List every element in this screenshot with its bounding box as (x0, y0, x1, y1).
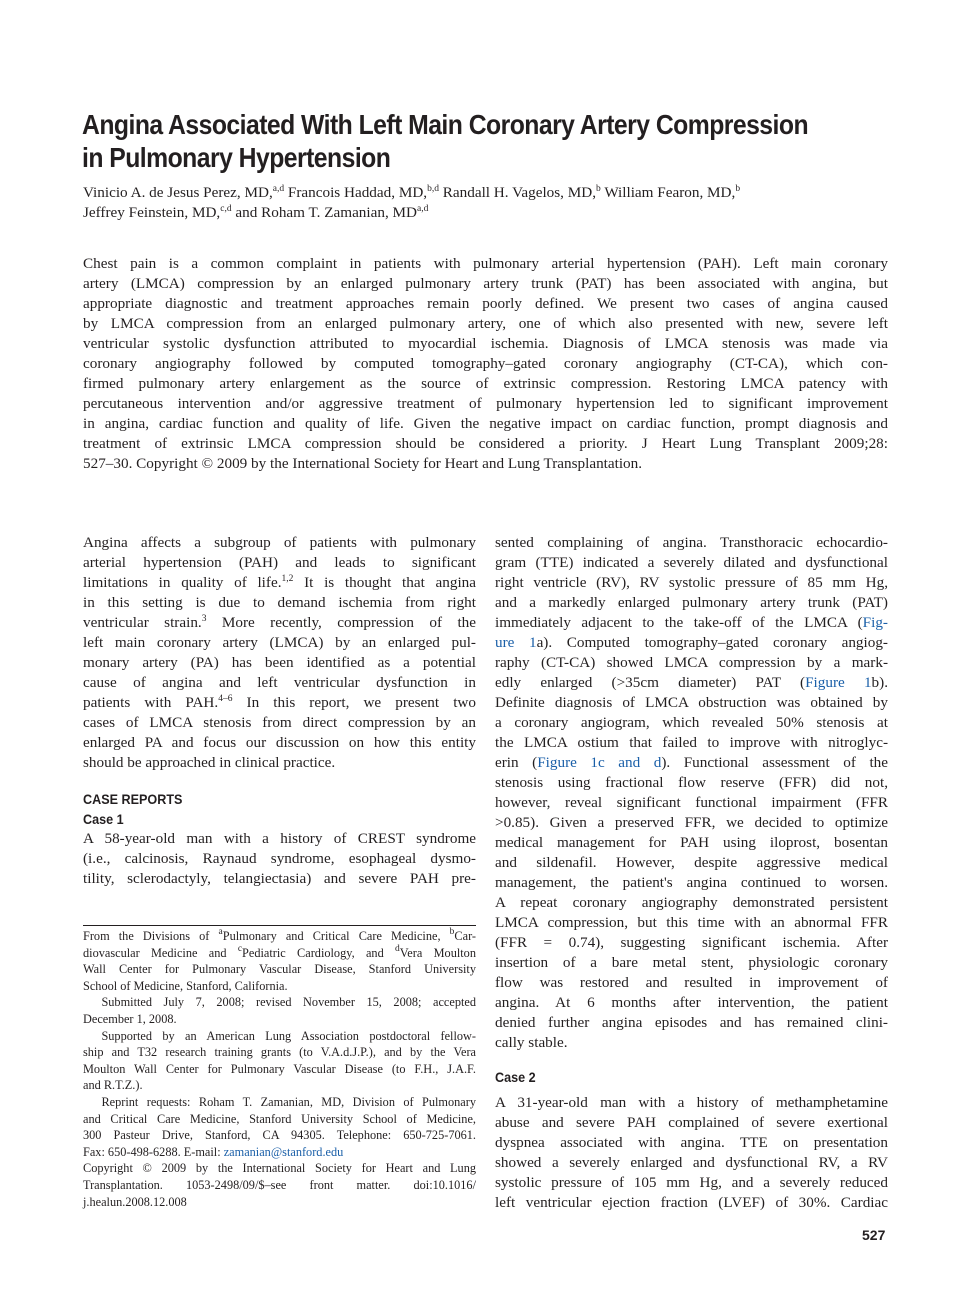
reference-superscript: 3 (201, 614, 207, 624)
footnote-line: 300 Pasteur Drive, Stanford, CA 94305. Telephone: 650-725-7061. (83, 1128, 476, 1143)
footnote-line: Reprint requests: Roham T. Zamanian, MD, Division of Pulmonary (83, 1094, 476, 1109)
body-line: A repeat coronary angiography demonstrated persistent (495, 894, 888, 911)
body-line: and sildenafil. However, despite aggressive medical (495, 854, 888, 871)
subsection-heading-case-2: Case 2 (495, 1069, 536, 1085)
abstract-line: percutaneous intervention and/or aggressive treatment of pulmonary hypertension led to significant improvement (83, 395, 888, 412)
abstract-line: by LMCA compression from an enlarged pulmonary artery, one of which also presented with new, severe left (83, 315, 888, 332)
body-line: LMCA compression, but this time with an abnormal FFR (495, 914, 888, 931)
funding-footnote (83, 1028, 476, 1094)
abstract-line: coronary angiography followed by computed tomography–gated coronary angiography (CT-CA), which con- (83, 355, 888, 372)
body-line: gram (TTE) indicated a severely dilated and dysfunctional (495, 554, 888, 571)
abstract-line: Chest pain is a common complaint in patients with pulmonary arterial hypertension (PAH). Left main coronary (83, 255, 888, 272)
body-line: systolic pressure of 105 mm Hg, and a severely reduced (495, 1174, 888, 1191)
page-number: 527 (862, 1227, 886, 1243)
body-line: should be approached in clinical practice. (83, 754, 336, 771)
submitted-footnote (83, 994, 476, 1027)
author-name: Randall H. Vagelos, MD, (438, 184, 597, 201)
footnote-line: Copyright © 2009 by the International Society for Heart and Lung (83, 1161, 476, 1176)
reference-superscript: c (237, 943, 243, 954)
section-heading-case-reports: CASE REPORTS (83, 791, 183, 807)
footnote-line: Moulton Wall Center for Pulmonary Vascular Disease (to F.H., J.A.F. (83, 1061, 476, 1076)
left-column (83, 533, 476, 889)
author-name: Francois Haddad, MD, (284, 184, 428, 201)
fax-email-line (83, 1144, 476, 1161)
body-line: right ventricle (RV), RV systolic pressure of 85 mm Hg, (495, 574, 888, 591)
body-line: Angina affects a subgroup of patients with pulmonary (83, 534, 476, 551)
subsection-heading-case-1: Case 1 (83, 811, 124, 827)
abstract-line: in angina, cardiac function and quality of life. Given the negative impact on cardiac function, prompt diagnosis and (83, 415, 888, 432)
body-line: monary artery (PA) has been identified as a potential (83, 654, 476, 671)
author-line-2 (83, 203, 898, 223)
reference-superscript: a (218, 927, 223, 937)
reference-superscript: b (596, 184, 601, 194)
body-line: stenosis using fractional flow reserve (FFR) did not, (495, 774, 888, 791)
fax-text: Fax: 650-498-6288. E-mail: (83, 1144, 224, 1159)
article-title (82, 108, 811, 174)
body-line: ure 1a). Computed tomography–gated coronary angiog- (495, 634, 888, 651)
body-line: immediately adjacent to the take-off of the LMCA (Fig- (495, 614, 888, 631)
body-line: medical management for PAH using iloprost, bosentan (495, 834, 888, 851)
author-list (83, 183, 898, 223)
body-line: and a markedly enlarged pulmonary artery trunk (PAT) (495, 594, 888, 611)
reprint-footnote (83, 1094, 476, 1144)
body-line: angina. At 6 months after intervention, the patient (495, 994, 888, 1011)
abstract-line: ventricular systolic dysfunction attributed to myocardial ischemia. Diagnosis of LMCA stenosis was made via (83, 335, 888, 352)
footnote-line: and Critical Care Medicine, Stanford University School of Medicine, (83, 1111, 476, 1126)
body-line: in this setting is due to demand ischemia from right (83, 594, 476, 611)
copyright-footnote (83, 1160, 476, 1210)
body-line: arterial hypertension (PAH) and leads to significant (83, 554, 476, 571)
body-line: management, the patient's angina continued to worsen. (495, 874, 888, 891)
footnote-line: School of Medicine, Stanford, California. (83, 978, 288, 993)
figure-link[interactable]: ure 1 (495, 634, 537, 651)
reference-superscript: b,d (427, 184, 439, 194)
title-line-1: Angina Associated With Left Main Coronary Artery Compression (82, 109, 809, 140)
body-line: left main coronary artery (LMCA) by an enlarged pul- (83, 634, 476, 651)
figure-link[interactable]: Figure 1c and d (537, 754, 662, 771)
affiliation-footnote (83, 928, 476, 994)
author-name: Jeffrey Feinstein, MD, (83, 204, 221, 221)
body-line: showed a severely enlarged and dysfunctional RV, a RV (495, 1154, 888, 1171)
case-2-paragraph (495, 1093, 888, 1213)
reference-superscript: a,d (272, 184, 285, 194)
abstract-line: 527–30. Copyright © 2009 by the International Society for Heart and Lung Transplantation. (83, 455, 643, 472)
body-line: erin (Figure 1c and d). Functional assessment of the (495, 754, 889, 771)
footnote-line: Supported by an American Lung Association postdoctoral fellow- (83, 1028, 476, 1043)
body-line: ventricular strain.$^3$ More recently, compression of the (83, 614, 476, 631)
body-line: flow was restored and resulted in improvement of (495, 974, 888, 991)
reference-superscript: 1,2 (281, 574, 294, 584)
abstract-line: artery (LMCA) compression by an enlarged pulmonary artery trunk (PAT) has been associated with angina, but (83, 275, 888, 292)
author-name: and Roham T. Zamanian, MD (231, 204, 418, 221)
body-line: cases of LMCA stenosis from direct compression by an (83, 714, 476, 731)
introduction-paragraph (83, 533, 476, 773)
body-line: edly enlarged (>35cm diameter) PAT (Figure 1b). (495, 674, 888, 691)
body-line: dyspnea associated with angina. TTE on presentation (495, 1134, 888, 1151)
footnote-line: Submitted July 7, 2008; revised November 15, 2008; accepted (83, 995, 476, 1010)
reference-superscript: a,d (417, 204, 429, 214)
body-line: denied further angina episodes and has remained clini- (495, 1014, 888, 1031)
author-name: Vinicio A. de Jesus Perez, MD, (83, 184, 273, 201)
body-line: enlarged PA and focus our discussion on how this entity (83, 734, 476, 751)
reference-superscript: c,d (220, 204, 232, 214)
figure-link[interactable]: Figure 1 (805, 674, 872, 691)
footnote-line: diovascular Medicine and $^c$Pediatric Cardiology, and $^d$Vera Moulton (83, 943, 476, 960)
body-line: (FFR = 0.74), suggesting significant ischemia. After (495, 934, 888, 951)
email-link[interactable]: zamanian@stanford.edu (223, 1144, 344, 1159)
footnotes (83, 928, 476, 1210)
title-line-2: in Pulmonary Hypertension (82, 142, 391, 173)
abstract-line: appropriate diagnostic and treatment approaches remain poorly defined. We present two cases of angina caused (83, 295, 888, 312)
case-1-paragraph (83, 829, 476, 889)
author-name: William Fearon, MD, (600, 184, 736, 201)
footnote-line: Wall Center for Pulmonary Vascular Disease, Stanford University (83, 962, 476, 977)
footnote-line: Transplantation. 1053-2498/09/$–see front matter. doi:10.1016/ (83, 1177, 476, 1192)
footnote-line: and R.T.Z.). (83, 1078, 143, 1093)
body-line: left ventricular ejection fraction (LVEF) of 30%. Cardiac (495, 1194, 888, 1211)
reference-superscript: b (735, 184, 741, 194)
abstract-line: firmed pulmonary artery enlargement as the source of extrinsic compression. Restoring LMCA patency with (83, 375, 888, 392)
reference-superscript: 4–6 (218, 694, 233, 704)
footnote-line: From the Divisions of $^a$Pulmonary and Critical Care Medicine, $^b$Car- (83, 927, 477, 943)
body-line: A 31-year-old man with a history of methamphetamine (495, 1094, 888, 1111)
figure-link[interactable]: Fig- (862, 614, 888, 631)
body-line: insertion of a bare metal stent, physiologic coronary (495, 954, 888, 971)
body-line: Definite diagnosis of LMCA obstruction was obtained by (495, 694, 888, 711)
abstract-line: treatment of extrinsic LMCA compression should be considered a priority. J Heart Lung Transplant 2009;28: (83, 435, 888, 452)
body-line: raphy (CT-CA) showed LMCA compression by a mark- (495, 654, 888, 671)
body-line: cally stable. (495, 1034, 568, 1051)
body-line: cause of angina and left ventricular dysfunction in (83, 674, 476, 691)
body-line: limitations in quality of life.$^{1,2}$ It is thought that angina (83, 574, 476, 591)
body-line: >0.85). Given a preserved FFR, we decided to optimize (495, 814, 888, 831)
body-line: tility, sclerodactyly, telangiectasia) and severe PAH pre- (83, 870, 476, 887)
body-line: A 58-year-old man with a history of CREST syndrome (83, 830, 476, 847)
reference-superscript: d (395, 943, 400, 954)
footnote-line: ship and T32 research training grants (to V.A.d.J.P.), and by the Vera (83, 1045, 476, 1060)
footnote-line: j.healun.2008.12.008 (83, 1194, 187, 1209)
author-line-1 (83, 183, 898, 203)
case-1-continued-paragraph (495, 533, 888, 1053)
body-line: abuse and severe PAH complained of severe exertional (495, 1114, 888, 1131)
body-line: however, reveal significant functional impairment (FFR (495, 794, 888, 811)
footnote-divider (83, 925, 476, 926)
body-line: the LMCA ostium that failed to improve with nitroglyc- (495, 734, 888, 751)
footnote-line: December 1, 2008. (83, 1011, 177, 1026)
body-line: (i.e., calcinosis, Raynaud syndrome, esophageal dysmo- (83, 850, 476, 867)
body-line: patients with PAH.$^{4-6}$ In this report, we present two (83, 694, 476, 711)
abstract (83, 254, 888, 474)
right-column (495, 533, 888, 1213)
reference-superscript: b (449, 927, 455, 937)
body-line: a coronary angiogram, which revealed 50% stenosis at (495, 714, 888, 731)
body-line: sented complaining of angina. Transthoracic echocardio- (495, 534, 888, 551)
